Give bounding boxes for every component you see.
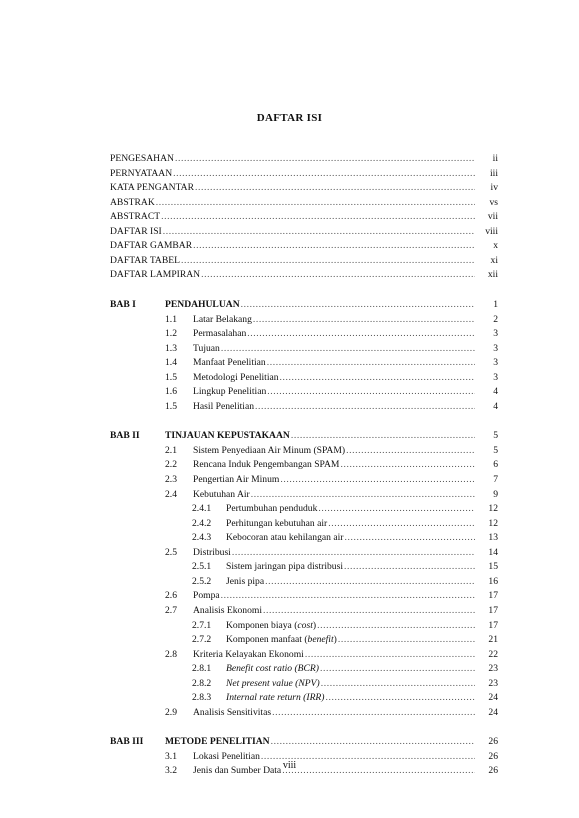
text: ) (312, 619, 317, 631)
section-number: 2.2 (165, 459, 177, 471)
italic-text: cost (297, 619, 313, 631)
italic-text: Internal rate return (IRR) (226, 692, 325, 704)
dot-leader (318, 502, 475, 515)
dot-leader (251, 488, 475, 501)
chapter-number: BAB III (110, 736, 144, 748)
subsection-entry (226, 517, 498, 530)
section-number: 3.1 (165, 750, 177, 762)
entry-page: viii (485, 225, 498, 237)
text: Analisis Ekonomi (193, 604, 263, 616)
section-number: 2.7.1 (192, 619, 212, 631)
entry-label (193, 371, 279, 384)
dot-leader (346, 444, 475, 457)
dot-leader (232, 546, 475, 559)
entry-page: 7 (493, 474, 498, 485)
entry-page: 17 (488, 619, 498, 631)
section-number: 2.9 (165, 706, 177, 718)
entry-page: 22 (488, 648, 498, 660)
dot-leader (338, 633, 475, 646)
subsection-entry (226, 633, 498, 646)
dot-leader (221, 342, 475, 355)
section-number: 2.7.2 (192, 634, 212, 646)
entry-label (226, 517, 327, 530)
dot-leader (344, 560, 475, 573)
entry-page: 12 (488, 517, 498, 529)
dot-leader (221, 589, 475, 602)
text: Komponen biaya ( (226, 619, 298, 631)
entry-page: 13 (488, 532, 498, 544)
section-entry (193, 488, 498, 501)
section-number: 2.4.1 (192, 503, 212, 515)
dot-leader (161, 210, 475, 223)
section-number: 2.1 (165, 444, 177, 456)
entry-label (110, 196, 155, 209)
italic-text: benefit (307, 634, 334, 646)
entry-label (165, 429, 290, 442)
entry-label (110, 239, 192, 252)
text: Distribusi (193, 546, 231, 558)
dot-leader (317, 619, 475, 632)
front-matter-entry (110, 152, 498, 165)
entry-page: 4 (493, 386, 498, 398)
dot-leader (328, 517, 475, 530)
entry-label (226, 633, 337, 646)
section-number: 2.6 (165, 590, 177, 602)
section-number: 1.5 (165, 400, 177, 412)
italic-text: Benefit cost ratio (BCR) (226, 663, 319, 675)
section-entry (193, 546, 498, 559)
entry-label (193, 342, 220, 355)
entry-label (193, 327, 246, 340)
dot-leader (321, 677, 475, 690)
text: Pompa (193, 590, 220, 602)
entry-label (193, 604, 262, 617)
section-number: 2.5.2 (192, 575, 212, 587)
text: Lingkup Penelitian (193, 386, 267, 398)
text: Perhitungan kebutuhan air (226, 517, 328, 529)
section-entry (193, 313, 498, 326)
section-number: 1.1 (165, 313, 177, 325)
dot-leader (247, 327, 475, 340)
entry-page: 3 (493, 371, 498, 383)
text: Analisis Sensitivitas (193, 706, 272, 718)
dot-leader (280, 371, 475, 384)
dot-leader (173, 167, 475, 180)
dot-leader (193, 239, 475, 252)
section-number: 3.2 (165, 765, 177, 777)
section-entry (193, 444, 498, 457)
dot-leader (255, 400, 475, 413)
dot-leader (340, 458, 475, 471)
subsection-entry (226, 691, 498, 704)
entry-page: 15 (488, 561, 498, 573)
entry-page: 1 (493, 298, 498, 310)
entry-page: 23 (488, 663, 498, 675)
section-entry (193, 648, 498, 661)
text: METODE PENELITIAN (165, 736, 270, 748)
entry-page: 3 (493, 342, 498, 354)
front-matter-entry (110, 167, 498, 180)
section-entry (193, 385, 498, 398)
text: KATA PENGANTAR (110, 182, 195, 194)
entry-page: 26 (488, 750, 498, 762)
entry-label (110, 254, 180, 267)
text: PERNYATAAN (110, 167, 173, 179)
text: DAFTAR ISI (110, 225, 162, 237)
entry-label (193, 385, 266, 398)
chapter-entry (165, 298, 498, 311)
text: Rencana Induk Pengembangan SPAM (193, 459, 340, 471)
section-number: 2.8 (165, 648, 177, 660)
dot-leader (344, 531, 475, 544)
text: Pertumbuhan penduduk (226, 503, 318, 515)
section-number: 2.4.3 (192, 532, 212, 544)
entry-page: vii (487, 211, 498, 223)
dot-leader (291, 429, 475, 442)
entry-label (165, 298, 240, 311)
text: Metodologi Penelitian (193, 371, 279, 383)
dot-leader (263, 604, 475, 617)
text: Hasil Penelitian (193, 400, 255, 412)
dot-leader (201, 268, 475, 281)
dot-leader (320, 662, 475, 675)
entry-page: 9 (493, 488, 498, 500)
entry-label (193, 488, 250, 501)
entry-page: xii (487, 269, 498, 281)
entry-page: 3 (493, 328, 498, 340)
text: ABSTRACT (110, 211, 161, 223)
entry-label (110, 152, 174, 165)
entry-label (226, 575, 264, 588)
text: Latar Belakang (193, 313, 252, 325)
front-matter-entry (110, 254, 498, 267)
entry-label (165, 735, 270, 748)
section-number: 1.3 (165, 342, 177, 354)
section-entry (193, 371, 498, 384)
entry-page: 17 (488, 604, 498, 616)
subsection-entry (226, 502, 498, 515)
dot-leader (163, 225, 475, 238)
entry-page: iv (490, 182, 498, 194)
entry-page: xi (490, 254, 498, 266)
entry-page: 24 (488, 692, 498, 704)
entry-label (193, 706, 271, 719)
text: Kebocoran atau kehilangan air (226, 532, 344, 544)
chapter-entry (165, 735, 498, 748)
dot-leader (265, 575, 475, 588)
section-entry (193, 473, 498, 486)
entry-label (193, 473, 279, 486)
entry-label (193, 589, 220, 602)
section-number: 2.8.2 (192, 677, 212, 689)
entry-page: 14 (488, 546, 498, 558)
section-number: 1.5 (165, 371, 177, 383)
entry-page: 17 (488, 590, 498, 602)
entry-page: vs (489, 196, 498, 208)
dot-leader (280, 473, 475, 486)
page-number: viii (282, 760, 297, 771)
section-number: 2.4.2 (192, 517, 212, 529)
dot-leader (305, 648, 475, 661)
entry-label (226, 560, 343, 573)
dot-leader (253, 313, 475, 326)
section-number: 2.4 (165, 488, 177, 500)
subsection-entry (226, 677, 498, 690)
front-matter-entry (110, 181, 498, 194)
text: PENDAHULUAN (165, 298, 240, 310)
entry-label (193, 444, 345, 457)
dot-leader (241, 298, 475, 311)
chapter-number: BAB II (110, 430, 140, 442)
subsection-entry (226, 531, 498, 544)
section-entry (193, 327, 498, 340)
dot-leader (267, 356, 475, 369)
front-matter-entry (110, 225, 498, 238)
entry-label (110, 225, 162, 238)
entry-label (110, 181, 194, 194)
section-number: 1.6 (165, 386, 177, 398)
dot-leader (181, 254, 475, 267)
entry-page: 21 (488, 634, 498, 646)
italic-text: Net present value (NPV) (226, 677, 320, 689)
entry-page: x (493, 240, 498, 252)
text: Jenis dan Sumber Data (193, 765, 282, 777)
section-entry (193, 604, 498, 617)
page-title: DAFTAR ISI (256, 112, 323, 124)
text: Pengertian Air Minum (193, 474, 280, 485)
chapter-number: BAB I (110, 298, 136, 310)
entry-page: iii (490, 167, 498, 179)
entry-label (193, 356, 266, 369)
entry-page: ii (492, 153, 498, 164)
entry-page: 12 (488, 503, 498, 515)
section-number: 1.2 (165, 328, 177, 340)
text: DAFTAR LAMPIRAN (110, 269, 201, 281)
text: DAFTAR TABEL (110, 254, 180, 266)
section-entry (193, 458, 498, 471)
section-number: 2.7 (165, 604, 177, 616)
dot-leader (326, 691, 476, 704)
entry-page: 6 (493, 459, 498, 471)
section-number: 1.4 (165, 357, 177, 369)
section-entry (193, 342, 498, 355)
text: Tujuan (193, 342, 220, 354)
section-number: 2.3 (165, 474, 177, 485)
text: Sistem Penyediaan Air Minum (SPAM) (193, 444, 346, 456)
text: Lokasi Penelitian (193, 750, 260, 762)
entry-label (226, 531, 343, 544)
dot-leader (271, 735, 475, 748)
entry-page: 26 (488, 765, 498, 777)
entry-label (226, 691, 325, 704)
front-matter-entry (110, 210, 498, 223)
entry-page: 24 (488, 706, 498, 718)
subsection-entry (226, 575, 498, 588)
text: Kriteria Kelayakan Ekonomi (193, 648, 304, 660)
subsection-entry (226, 662, 498, 675)
chapter-entry (165, 429, 498, 442)
front-matter-entry (110, 268, 498, 281)
entry-page: 2 (493, 313, 498, 325)
text: Manfaat Penelitian (193, 357, 266, 369)
entry-label (110, 210, 160, 223)
section-number: 2.5 (165, 546, 177, 558)
subsection-entry (226, 560, 498, 573)
entry-label (226, 677, 320, 690)
entry-label (193, 648, 304, 661)
front-matter-entry (110, 239, 498, 252)
text: Permasalahan (193, 328, 247, 340)
entry-label (193, 458, 339, 471)
entry-label (226, 662, 319, 675)
text: Kebutuhan Air (193, 488, 250, 500)
entry-label (226, 619, 316, 632)
dot-leader (195, 181, 475, 194)
section-number: 2.5.1 (192, 561, 212, 573)
dot-leader (272, 706, 475, 719)
text: TINJAUAN KEPUSTAKAAN (165, 430, 290, 442)
entry-label (193, 546, 231, 559)
entry-label (193, 400, 254, 413)
subsection-entry (226, 619, 498, 632)
entry-label (110, 268, 200, 281)
entry-page: 26 (488, 736, 498, 748)
text: Sistem jaringan pipa distribusi (226, 561, 343, 573)
entry-page: 5 (493, 430, 498, 442)
entry-page: 3 (493, 357, 498, 369)
text: ABSTRAK (110, 196, 155, 208)
section-entry (193, 706, 498, 719)
text: PENGESAHAN (110, 153, 174, 164)
entry-label (110, 167, 172, 180)
entry-label (193, 313, 252, 326)
entry-page: 16 (488, 575, 498, 587)
text: Jenis pipa (226, 575, 265, 587)
dot-leader (156, 196, 475, 209)
entry-page: 23 (488, 677, 498, 689)
section-entry (193, 589, 498, 602)
front-matter-entry (110, 196, 498, 209)
section-entry (193, 400, 498, 413)
text: Komponen manfaat ( (226, 634, 308, 646)
section-entry (193, 356, 498, 369)
section-number: 2.8.3 (192, 692, 212, 704)
entry-page: 5 (493, 444, 498, 456)
text: ) (333, 634, 337, 646)
dot-leader (267, 385, 475, 398)
section-number: 2.8.1 (192, 663, 212, 675)
text: DAFTAR GAMBAR (110, 240, 193, 252)
dot-leader (175, 152, 475, 165)
entry-page: 4 (493, 400, 498, 412)
entry-label (226, 502, 317, 515)
